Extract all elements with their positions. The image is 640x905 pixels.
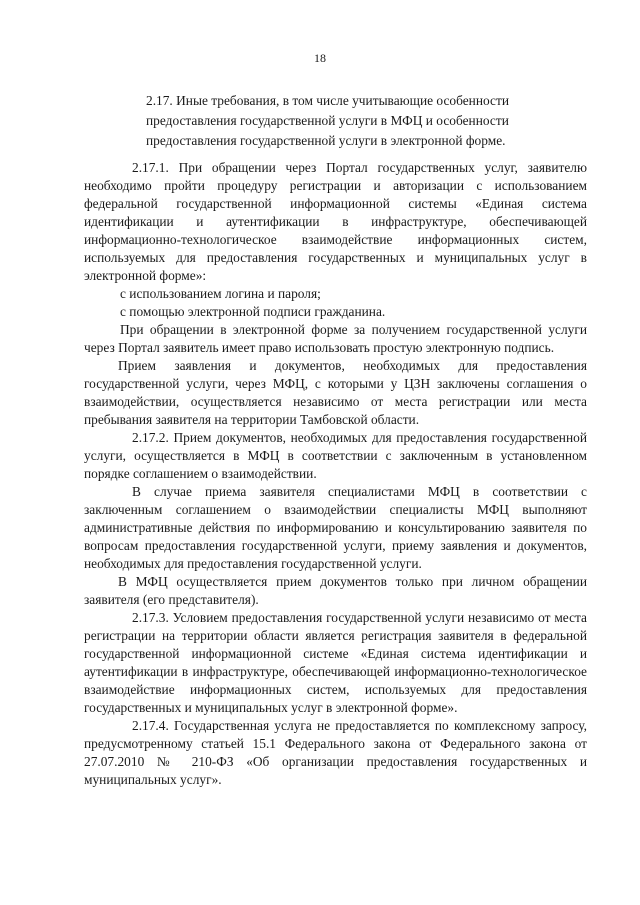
paragraph-electronic-form: При обращении в электронной форме за получением государственной услуги через Портал заявитель имеет право использовать простую электронную подпись.: [84, 322, 587, 355]
paragraph-personal-appeal: В МФЦ осуществляется прием документов только при личном обращении заявителя (его представителя).: [84, 574, 587, 607]
paragraph-mfc-specialists: В случае приема заявителя специалистами МФЦ в соответствии с заключенным соглашением о взаимодействии специалисты МФЦ выполняют административные действия по информированию и консультированию заявителя по вопросам предоставления государственной услуги, приему заявления и документов, необходимых для предоставления государственной услуги.: [84, 484, 587, 571]
section-heading: 2.17. Иные требования, в том числе учитывающие особенности предоставления государственной услуги в МФЦ и особенности предоставления государственной услуги в электронной форме.: [146, 93, 509, 148]
list-item-signature: с помощью электронной подписи гражданина.: [120, 304, 386, 319]
paragraph-2-17-4: 2.17.4. Государственная услуга не предоставляется по комплексному запросу, предусмотренному статьей 15.1 Федерального закона от Федерального закона от 27.07.2010 № 210-ФЗ «Об организации предоставления государственных и муниципальных услуг».: [84, 718, 587, 787]
paragraph-2-17-1: 2.17.1. При обращении через Портал государственных услуг, заявителю необходимо пройти процедуру регистрации и авторизации с использованием федеральной государственной информационной системы «Единая система идентификации и аутентификации в инфраструктуре, обеспечивающей информационно-технологическое взаимодействие информационных систем, используемых для предоставления государственных и муниципальных услуг в электронной форме»:: [84, 160, 587, 283]
document-body: [84, 159, 587, 789]
page-number: 18: [314, 51, 326, 65]
paragraph-mfc-reception: Прием заявления и документов, необходимых для предоставления государственной услуги, через МФЦ, с которыми у ЦЗН заключены соглашения о взаимодействии, осуществляется независимо от места регистрации или места пребывания заявителя на территории Тамбовской области.: [84, 358, 587, 427]
paragraph-2-17-3: 2.17.3. Условием предоставления государственной услуги независимо от места регистрации на территории области является регистрация заявителя в федеральной государственной информационной системе «Единая система идентификации и аутентификации в инфраструктуре, обеспечивающей информационно-технологическое взаимодействие информационных систем, используемых для предоставления государственных и муниципальных услуг в электронной форме».: [84, 610, 587, 715]
paragraph-2-17-2: 2.17.2. Прием документов, необходимых для предоставления государственной услуги, осуществляется в МФЦ в соответствии с заключенным в установленном порядке соглашением о взаимодействии.: [84, 430, 587, 481]
list-item-login: с использованием логина и пароля;: [120, 286, 321, 301]
